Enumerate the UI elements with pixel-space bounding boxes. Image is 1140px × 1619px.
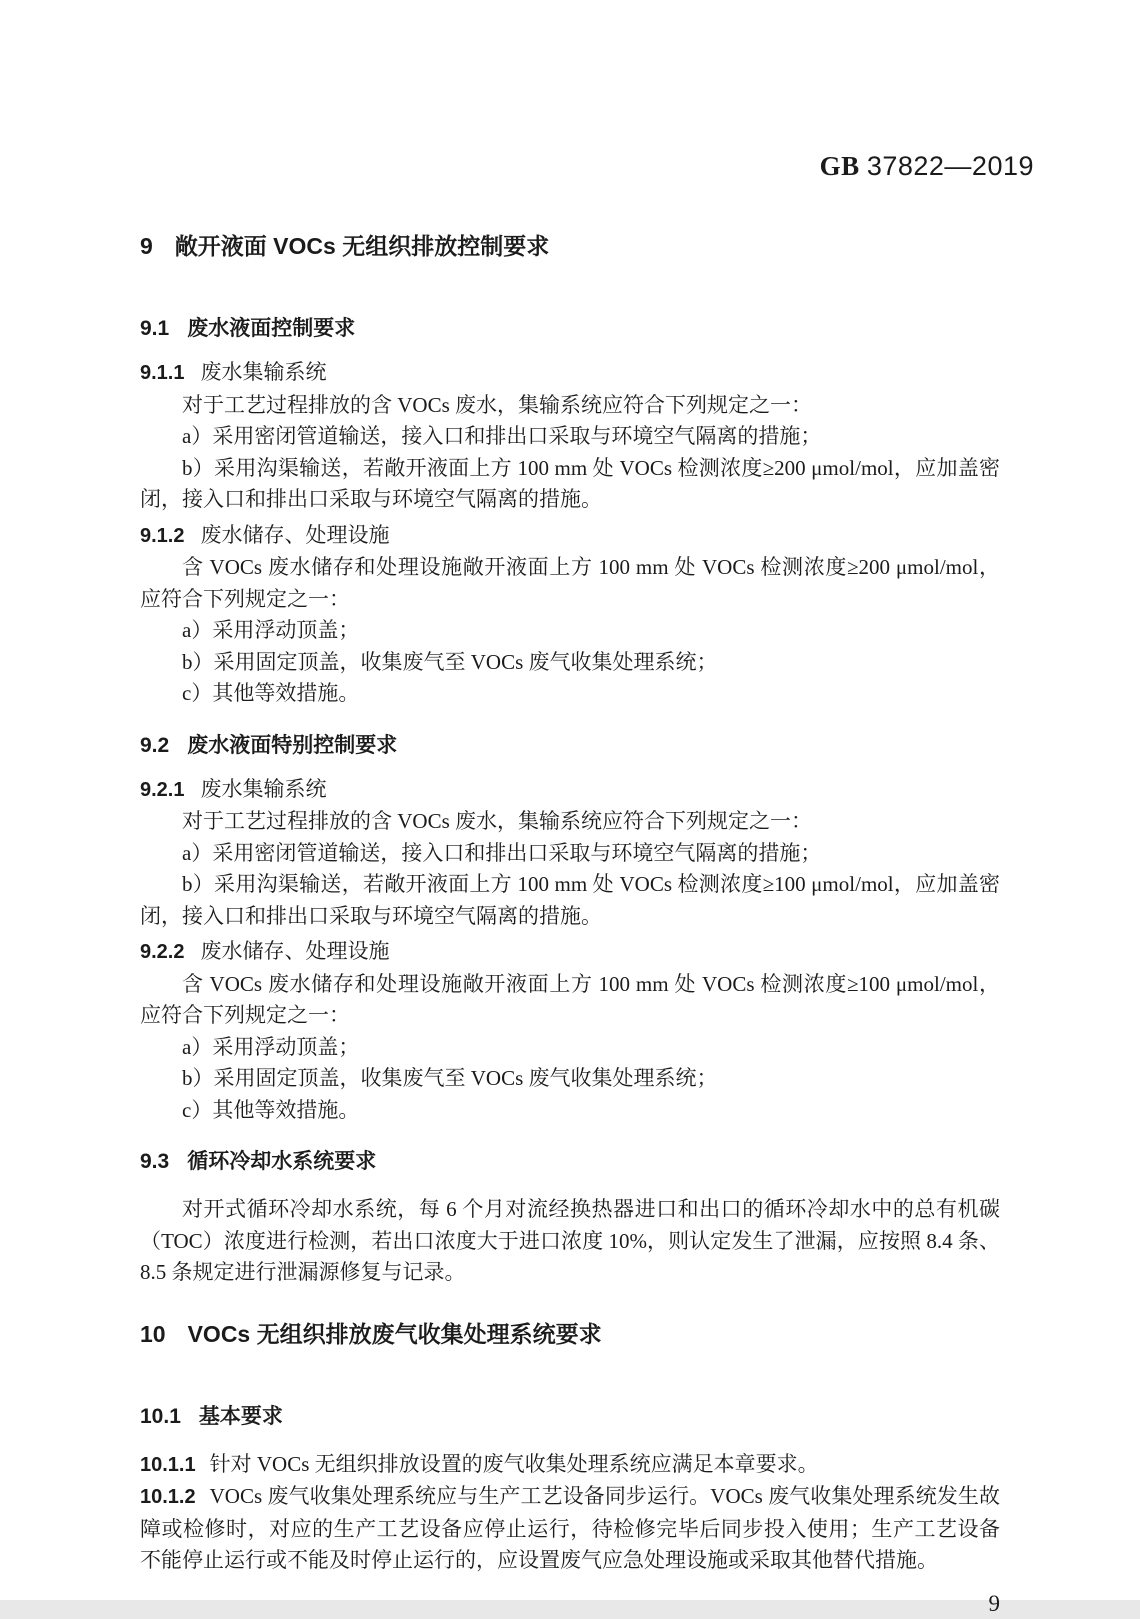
section-10-1-title: 基本要求 [198, 1404, 283, 1428]
list-item-9-2-2-b: b）采用固定顶盖，收集废气至 VOCs 废气收集处理系统； [182, 1066, 718, 1090]
section-9-1-title: 废水液面控制要求 [187, 317, 356, 340]
list-item-9-2-1-b: b）采用沟渠输送，若敞开液面上方 100 mm 处 VOCs 检测浓度≥100 μmol/mol，应加盖密闭，接入口和排出口采取与环境空气隔离的措施。 [140, 872, 1000, 928]
section-10-1-heading [140, 1401, 1000, 1433]
list-item-9-1-2-b: b）采用固定顶盖，收集废气至 VOCs 废气收集处理系统； [182, 649, 718, 674]
clause-9-1-2-title: 废水储存、处理设施 [200, 522, 390, 547]
chapter-10-number: 10 [140, 1320, 166, 1347]
chapter-10-heading [140, 1317, 1000, 1351]
chapter-9-heading [140, 229, 1000, 263]
list-item-9-2-2-a: a）采用浮动顶盖； [182, 1034, 360, 1059]
section-9-2-title: 废水液面特别控制要求 [187, 733, 398, 757]
list-item-9-2-1-a: a）采用密闭管道输送，接入口和排出口采取与环境空气隔离的措施； [182, 840, 822, 865]
clause-9-2-1-number: 9.2.1 [140, 778, 185, 801]
page-number: 9 [988, 1590, 1000, 1616]
list-item-9-2-2-c: c）其他等效措施。 [182, 1097, 360, 1122]
clause-10-1-1-paragraph [140, 1449, 1000, 1482]
clause-10-1-1-text: 针对 VOCs 无组织排放设置的废气收集处理系统应满足本章要求。 [209, 1451, 819, 1476]
clause-9-2-1-heading [140, 774, 1000, 807]
clause-10-1-1-number: 10.1.1 [140, 1453, 196, 1476]
paragraph-9-2-1-intro: 对于工艺过程排放的含 VOCs 废水，集输系统应符合下列规定之一： [182, 809, 813, 833]
clause-9-2-2-number: 9.2.2 [140, 941, 185, 963]
section-9-1-number: 9.1 [140, 317, 170, 340]
section-9-3-heading [140, 1146, 1000, 1178]
list-item-9-1-2-c: c）其他等效措施。 [182, 681, 360, 705]
clause-10-1-2-text: VOCs 废气收集处理系统应与生产工艺设备同步运行。VOCs 废气收集处理系统发生故障或检修时，对应的生产工艺设备应停止运行，待检修完毕后同步投入使用；生产工艺设备不能停止运行或不能及时停止运行的，应设置废气应急处理设施或采取其他替代措施。 [140, 1484, 1000, 1572]
section-10-1-number: 10.1 [140, 1404, 181, 1428]
list-item-9-1-1-b: b）采用沟渠输送，若敞开液面上方 100 mm 处 VOCs 检测浓度≥200 μmol/mol，应加盖密闭，接入口和排出口采取与环境空气隔离的措施。 [140, 455, 1000, 511]
list-item-9-1-2-a: a）采用浮动顶盖； [182, 618, 360, 642]
chapter-9-title: 敞开液面 VOCs 无组织排放控制要求 [174, 233, 550, 259]
clause-9-2-1-title: 废水集输系统 [200, 776, 327, 801]
clause-9-2-2-heading [140, 936, 1000, 969]
clause-9-1-1-heading [140, 357, 1000, 390]
chapter-9-number: 9 [140, 233, 153, 259]
running-header [140, 148, 1034, 184]
section-9-2-heading [140, 730, 1000, 762]
section-9-3-number: 9.3 [140, 1150, 170, 1173]
standard-code-number: 37822—2019 [866, 151, 1034, 181]
paragraph-9-2-2-intro: 含 VOCs 废水储存和处理设施敞开液面上方 100 mm 处 VOCs 检测浓度≥100 μmol/mol，应符合下列规定之一： [140, 971, 1000, 1027]
section-9-2-number: 9.2 [140, 733, 170, 757]
paragraph-9-1-2-intro: 含 VOCs 废水储存和处理设施敞开液面上方 100 mm 处 VOCs 检测浓度≥200 μmol/mol，应符合下列规定之一： [140, 555, 1000, 611]
clause-9-2-2-title: 废水储存、处理设施 [200, 939, 390, 963]
clause-10-1-2-paragraph [140, 1481, 1000, 1577]
clause-9-1-2-number: 9.1.2 [140, 524, 185, 547]
clause-9-1-1-number: 9.1.1 [140, 362, 185, 384]
chapter-10-title: VOCs 无组织排放废气收集处理系统要求 [187, 1320, 602, 1347]
clause-9-1-2-heading [140, 520, 1000, 553]
standard-code-prefix: GB [819, 151, 860, 181]
section-9-1-heading [140, 313, 1000, 345]
section-9-3-title: 循环冷却水系统要求 [187, 1150, 377, 1173]
paragraph-9-1-1-intro: 对于工艺过程排放的含 VOCs 废水，集输系统应符合下列规定之一： [182, 392, 813, 417]
list-item-9-1-1-a: a）采用密闭管道输送，接入口和排出口采取与环境空气隔离的措施； [182, 424, 822, 448]
paragraph-9-3: 对开式循环冷却水系统，每 6 个月对流经换热器进口和出口的循环冷却水中的总有机碳（TOC）浓度进行检测，若出口浓度大于进口浓度 10%，则认定发生了泄漏，应按照 8.4 条、8.5 条规定进行泄漏源修复与记录。 [140, 1197, 1000, 1284]
clause-10-1-2-number: 10.1.2 [140, 1486, 196, 1508]
clause-9-1-1-title: 废水集输系统 [200, 360, 327, 384]
